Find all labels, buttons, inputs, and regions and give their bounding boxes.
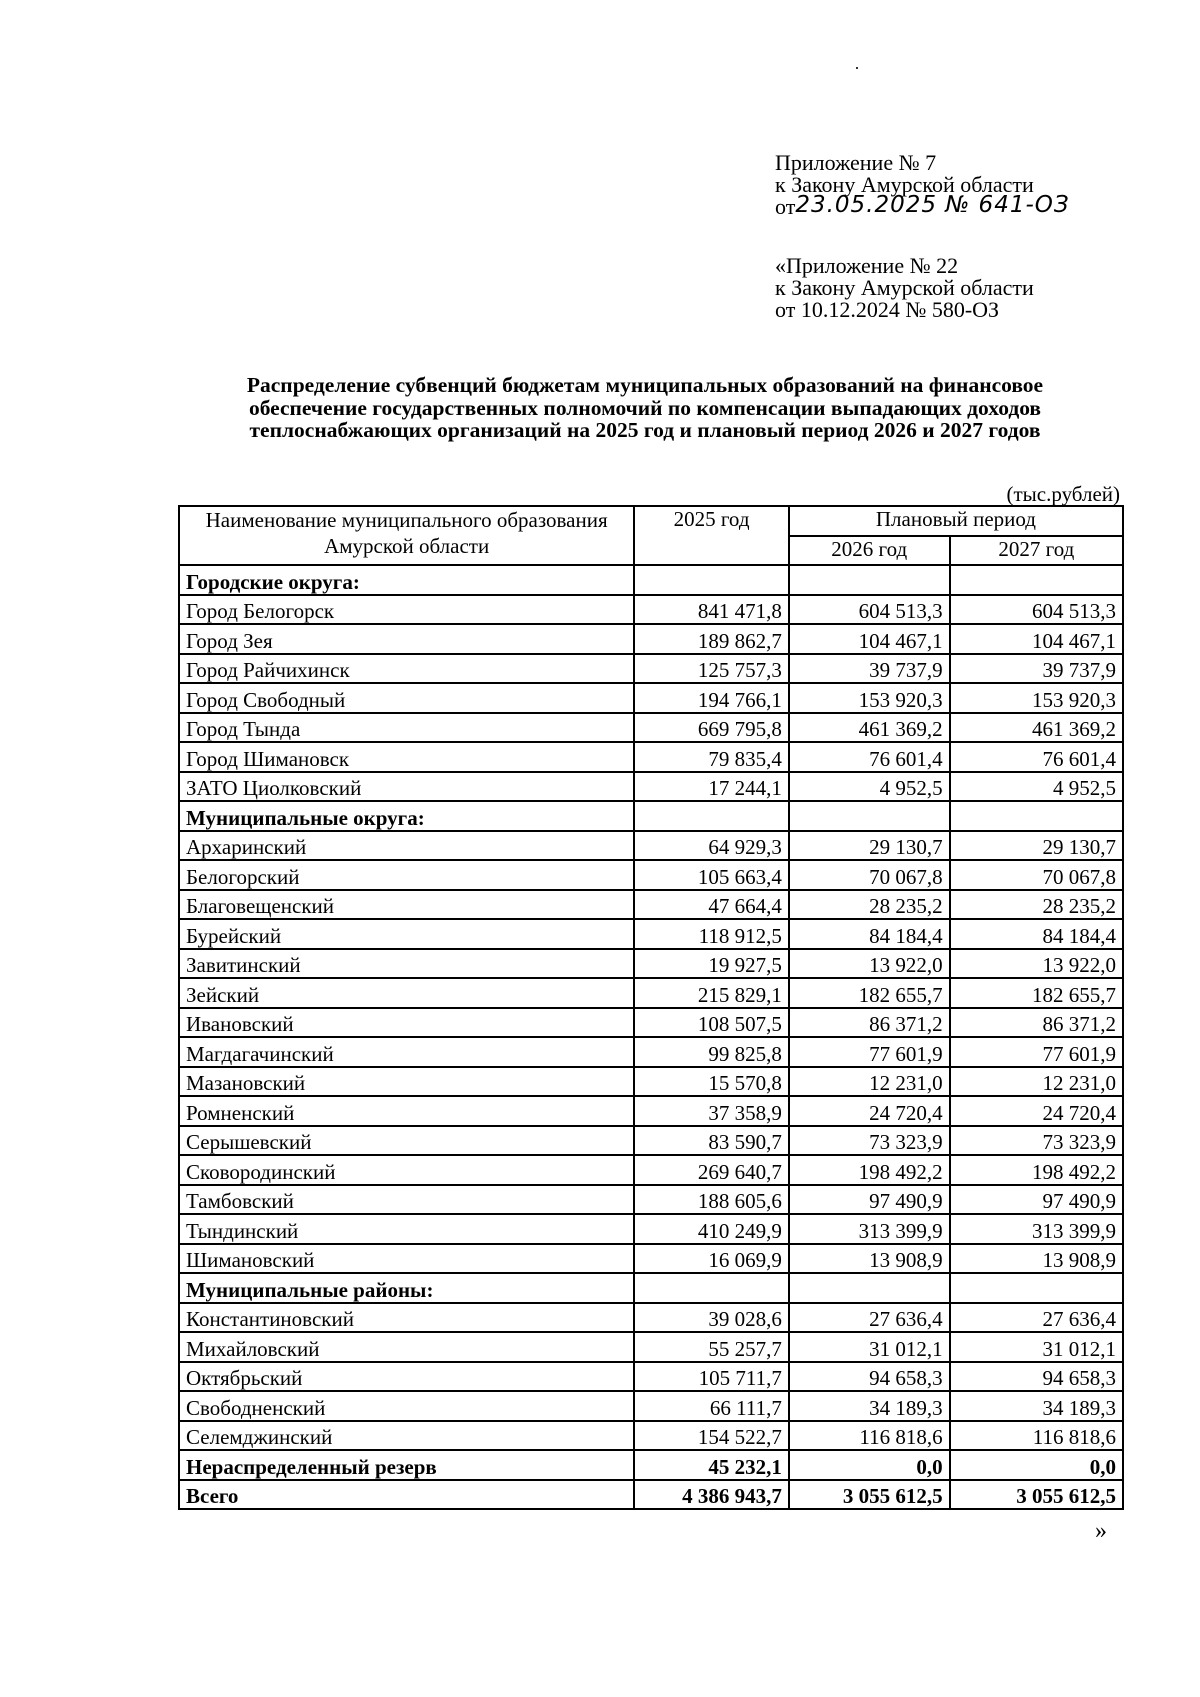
table-row	[179, 1155, 1123, 1185]
cell-name: Тамбовский	[179, 1185, 634, 1215]
cell-v2026: 12 231,0	[789, 1067, 950, 1097]
cell-v2025: 105 711,7	[634, 1362, 789, 1392]
cell-v2026: 94 658,3	[789, 1362, 950, 1392]
table-row	[179, 919, 1123, 949]
cell-v2027: 31 012,1	[950, 1332, 1123, 1362]
table-row	[179, 654, 1123, 684]
cell-v2026: 39 737,9	[789, 654, 950, 684]
cell-v2026: 3 055 612,5	[789, 1480, 950, 1510]
cell-v2026: 86 371,2	[789, 1008, 950, 1038]
handwritten-date-number: 23.05.2025 № 641-ОЗ	[795, 192, 1070, 218]
cell-v2025: 841 471,8	[634, 595, 789, 625]
section-header-row	[179, 565, 1123, 595]
cell-v2027: 24 720,4	[950, 1096, 1123, 1126]
cell-v2025: 4 386 943,7	[634, 1480, 789, 1510]
cell-v2026: 24 720,4	[789, 1096, 950, 1126]
cell-v2026: 76 601,4	[789, 742, 950, 772]
cell-v2026: 28 235,2	[789, 890, 950, 920]
cell-name: Октябрьский	[179, 1362, 634, 1392]
cell-v2025: 15 570,8	[634, 1067, 789, 1097]
cell-v2025: 39 028,6	[634, 1303, 789, 1333]
cell-v2027: 39 737,9	[950, 654, 1123, 684]
cell-v2026: 70 067,8	[789, 860, 950, 890]
table-row	[179, 1126, 1123, 1156]
cell-v2026: 116 818,6	[789, 1421, 950, 1451]
cell-name: Тындинский	[179, 1214, 634, 1244]
table-row	[179, 1096, 1123, 1126]
section-label: Муниципальные округа:	[179, 801, 634, 831]
cell-v2027: 97 490,9	[950, 1185, 1123, 1215]
cell-v2026: 29 130,7	[789, 831, 950, 861]
cell-name: Серышевский	[179, 1126, 634, 1156]
table-row	[179, 1008, 1123, 1038]
cell-v2027: 27 636,4	[950, 1303, 1123, 1333]
cell-name: Мазановский	[179, 1067, 634, 1097]
header-2026: 2026 год	[789, 536, 950, 566]
cell-v2025: 105 663,4	[634, 860, 789, 890]
title-line-2: обеспечение государственных полномочий по компенсации выпадающих доходов	[248, 395, 1042, 420]
cell-v2025: 99 825,8	[634, 1037, 789, 1067]
table-row	[179, 1244, 1123, 1274]
cell-v2025: 17 244,1	[634, 772, 789, 802]
cell-v2026: 13 908,9	[789, 1244, 950, 1274]
cell-v2027: 104 467,1	[950, 624, 1123, 654]
cell-v2026: 77 601,9	[789, 1037, 950, 1067]
table-row	[179, 1037, 1123, 1067]
cell-v2027: 77 601,9	[950, 1037, 1123, 1067]
cell-v2027: 76 601,4	[950, 742, 1123, 772]
cell-v2027: 604 513,3	[950, 595, 1123, 625]
cell-v2026: 198 492,2	[789, 1155, 950, 1185]
empty-cell	[950, 801, 1123, 831]
cell-v2027: 86 371,2	[950, 1008, 1123, 1038]
table-row	[179, 1421, 1123, 1451]
cell-v2027: 29 130,7	[950, 831, 1123, 861]
cell-v2027: 28 235,2	[950, 890, 1123, 920]
law-date-line	[775, 192, 1070, 219]
cell-v2026: 153 920,3	[789, 683, 950, 713]
header-planned-period: Плановый период	[789, 506, 1123, 536]
cell-name: Сковородинский	[179, 1155, 634, 1185]
table-row	[179, 1067, 1123, 1097]
cell-name: Завитинский	[179, 949, 634, 979]
cell-v2027: 313 399,9	[950, 1214, 1123, 1244]
cell-name: Благовещенский	[179, 890, 634, 920]
table-row	[179, 1185, 1123, 1215]
old-law-reference: к Закону Амурской области	[775, 275, 1034, 300]
cell-v2026: 31 012,1	[789, 1332, 950, 1362]
appendix-header	[775, 152, 1070, 218]
cell-v2027: 0,0	[950, 1450, 1123, 1480]
scan-speck	[856, 67, 858, 69]
cell-name: Город Шимановск	[179, 742, 634, 772]
cell-v2025: 189 862,7	[634, 624, 789, 654]
cell-v2027: 116 818,6	[950, 1421, 1123, 1451]
section-header-row	[179, 801, 1123, 831]
empty-cell	[950, 1273, 1123, 1303]
cell-v2025: 669 795,8	[634, 713, 789, 743]
cell-v2027: 461 369,2	[950, 713, 1123, 743]
title-line-1: Распределение субвенций бюджетам муниципальных образований на финансовое	[246, 373, 1044, 397]
table-row	[179, 1332, 1123, 1362]
cell-v2027: 34 189,3	[950, 1391, 1123, 1421]
cell-v2025: 269 640,7	[634, 1155, 789, 1185]
cell-name: Шимановский	[179, 1244, 634, 1274]
cell-v2025: 215 829,1	[634, 978, 789, 1008]
cell-name: ЗАТО Циолковский	[179, 772, 634, 802]
cell-v2027: 84 184,4	[950, 919, 1123, 949]
table-row	[179, 890, 1123, 920]
table-row	[179, 713, 1123, 743]
cell-v2025: 66 111,7	[634, 1391, 789, 1421]
law-reference: к Закону Амурской области	[775, 172, 1034, 197]
table-row	[179, 978, 1123, 1008]
cell-v2025: 118 912,5	[634, 919, 789, 949]
cell-name: Свободненский	[179, 1391, 634, 1421]
cell-v2026: 182 655,7	[789, 978, 950, 1008]
appendix-number: Приложение № 7	[775, 150, 937, 175]
cell-v2025: 125 757,3	[634, 654, 789, 684]
header-row-1	[179, 506, 1123, 536]
table-row	[179, 742, 1123, 772]
cell-v2025: 194 766,1	[634, 683, 789, 713]
cell-name: Город Райчихинск	[179, 654, 634, 684]
cell-v2026: 97 490,9	[789, 1185, 950, 1215]
table-row	[179, 683, 1123, 713]
cell-v2027: 13 922,0	[950, 949, 1123, 979]
cell-name: Магдагачинский	[179, 1037, 634, 1067]
cell-name: Город Зея	[179, 624, 634, 654]
cell-v2026: 27 636,4	[789, 1303, 950, 1333]
empty-cell	[634, 565, 789, 595]
empty-cell	[789, 565, 950, 595]
cell-v2025: 410 249,9	[634, 1214, 789, 1244]
cell-v2025: 188 605,6	[634, 1185, 789, 1215]
cell-v2026: 4 952,5	[789, 772, 950, 802]
cell-name: Город Белогорск	[179, 595, 634, 625]
old-appendix-number: «Приложение № 22	[775, 253, 959, 278]
cell-v2025: 83 590,7	[634, 1126, 789, 1156]
table-row	[179, 1214, 1123, 1244]
cell-v2025: 19 927,5	[634, 949, 789, 979]
table-row	[179, 949, 1123, 979]
cell-v2027: 94 658,3	[950, 1362, 1123, 1392]
cell-v2025: 64 929,3	[634, 831, 789, 861]
cell-name: Архаринский	[179, 831, 634, 861]
cell-name: Город Тында	[179, 713, 634, 743]
table-row	[179, 1362, 1123, 1392]
cell-v2027: 3 055 612,5	[950, 1480, 1123, 1510]
old-appendix-header	[775, 255, 1034, 321]
date-prefix: от	[775, 194, 796, 219]
cell-v2026: 461 369,2	[789, 713, 950, 743]
cell-v2026: 104 467,1	[789, 624, 950, 654]
cell-v2027: 198 492,2	[950, 1155, 1123, 1185]
section-header-row	[179, 1273, 1123, 1303]
table-row	[179, 772, 1123, 802]
empty-cell	[634, 801, 789, 831]
document-title	[150, 374, 1140, 442]
cell-name: Белогорский	[179, 860, 634, 890]
table-row	[179, 1391, 1123, 1421]
cell-v2027: 182 655,7	[950, 978, 1123, 1008]
total-row	[179, 1480, 1123, 1510]
cell-v2026: 73 323,9	[789, 1126, 950, 1156]
cell-name: Нераспределенный резерв	[179, 1450, 634, 1480]
table-row	[179, 831, 1123, 861]
table-row	[179, 595, 1123, 625]
cell-v2025: 16 069,9	[634, 1244, 789, 1274]
cell-v2025: 108 507,5	[634, 1008, 789, 1038]
cell-v2025: 154 522,7	[634, 1421, 789, 1451]
table-body	[179, 565, 1123, 1509]
header-name: Наименование муниципального образования Амурской области	[179, 506, 634, 565]
cell-v2027: 70 067,8	[950, 860, 1123, 890]
cell-v2025: 79 835,4	[634, 742, 789, 772]
cell-name: Бурейский	[179, 919, 634, 949]
cell-name: Город Свободный	[179, 683, 634, 713]
title-line-3: теплоснабжающих организаций на 2025 год и плановый период 2026 и 2027 годов	[249, 418, 1041, 442]
cell-name: Зейский	[179, 978, 634, 1008]
header-2025: 2025 год	[634, 506, 789, 565]
cell-v2026: 34 189,3	[789, 1391, 950, 1421]
table-row	[179, 860, 1123, 890]
cell-v2027: 153 920,3	[950, 683, 1123, 713]
cell-v2026: 313 399,9	[789, 1214, 950, 1244]
table-row	[179, 1303, 1123, 1333]
cell-v2025: 55 257,7	[634, 1332, 789, 1362]
header-2027: 2027 год	[950, 536, 1123, 566]
cell-v2026: 84 184,4	[789, 919, 950, 949]
cell-v2027: 73 323,9	[950, 1126, 1123, 1156]
cell-v2027: 13 908,9	[950, 1244, 1123, 1274]
subsidy-table	[178, 505, 1124, 1510]
section-label: Городские округа:	[179, 565, 634, 595]
closing-quote: »	[1095, 1518, 1107, 1544]
table-row	[179, 624, 1123, 654]
cell-v2026: 0,0	[789, 1450, 950, 1480]
empty-cell	[634, 1273, 789, 1303]
cell-name: Константиновский	[179, 1303, 634, 1333]
cell-v2025: 47 664,4	[634, 890, 789, 920]
section-label: Муниципальные районы:	[179, 1273, 634, 1303]
cell-v2026: 604 513,3	[789, 595, 950, 625]
empty-cell	[950, 565, 1123, 595]
cell-name: Селемджинский	[179, 1421, 634, 1451]
reserve-row	[179, 1450, 1123, 1480]
cell-v2025: 37 358,9	[634, 1096, 789, 1126]
empty-cell	[789, 801, 950, 831]
units-label: (тыс.рублей)	[1006, 482, 1120, 506]
cell-name: Ивановский	[179, 1008, 634, 1038]
cell-name: Ромненский	[179, 1096, 634, 1126]
cell-v2027: 4 952,5	[950, 772, 1123, 802]
cell-name: Михайловский	[179, 1332, 634, 1362]
cell-v2025: 45 232,1	[634, 1450, 789, 1480]
empty-cell	[789, 1273, 950, 1303]
old-law-date: от 10.12.2024 № 580-ОЗ	[775, 297, 1000, 322]
cell-v2027: 12 231,0	[950, 1067, 1123, 1097]
cell-name: Всего	[179, 1480, 634, 1510]
cell-v2026: 13 922,0	[789, 949, 950, 979]
